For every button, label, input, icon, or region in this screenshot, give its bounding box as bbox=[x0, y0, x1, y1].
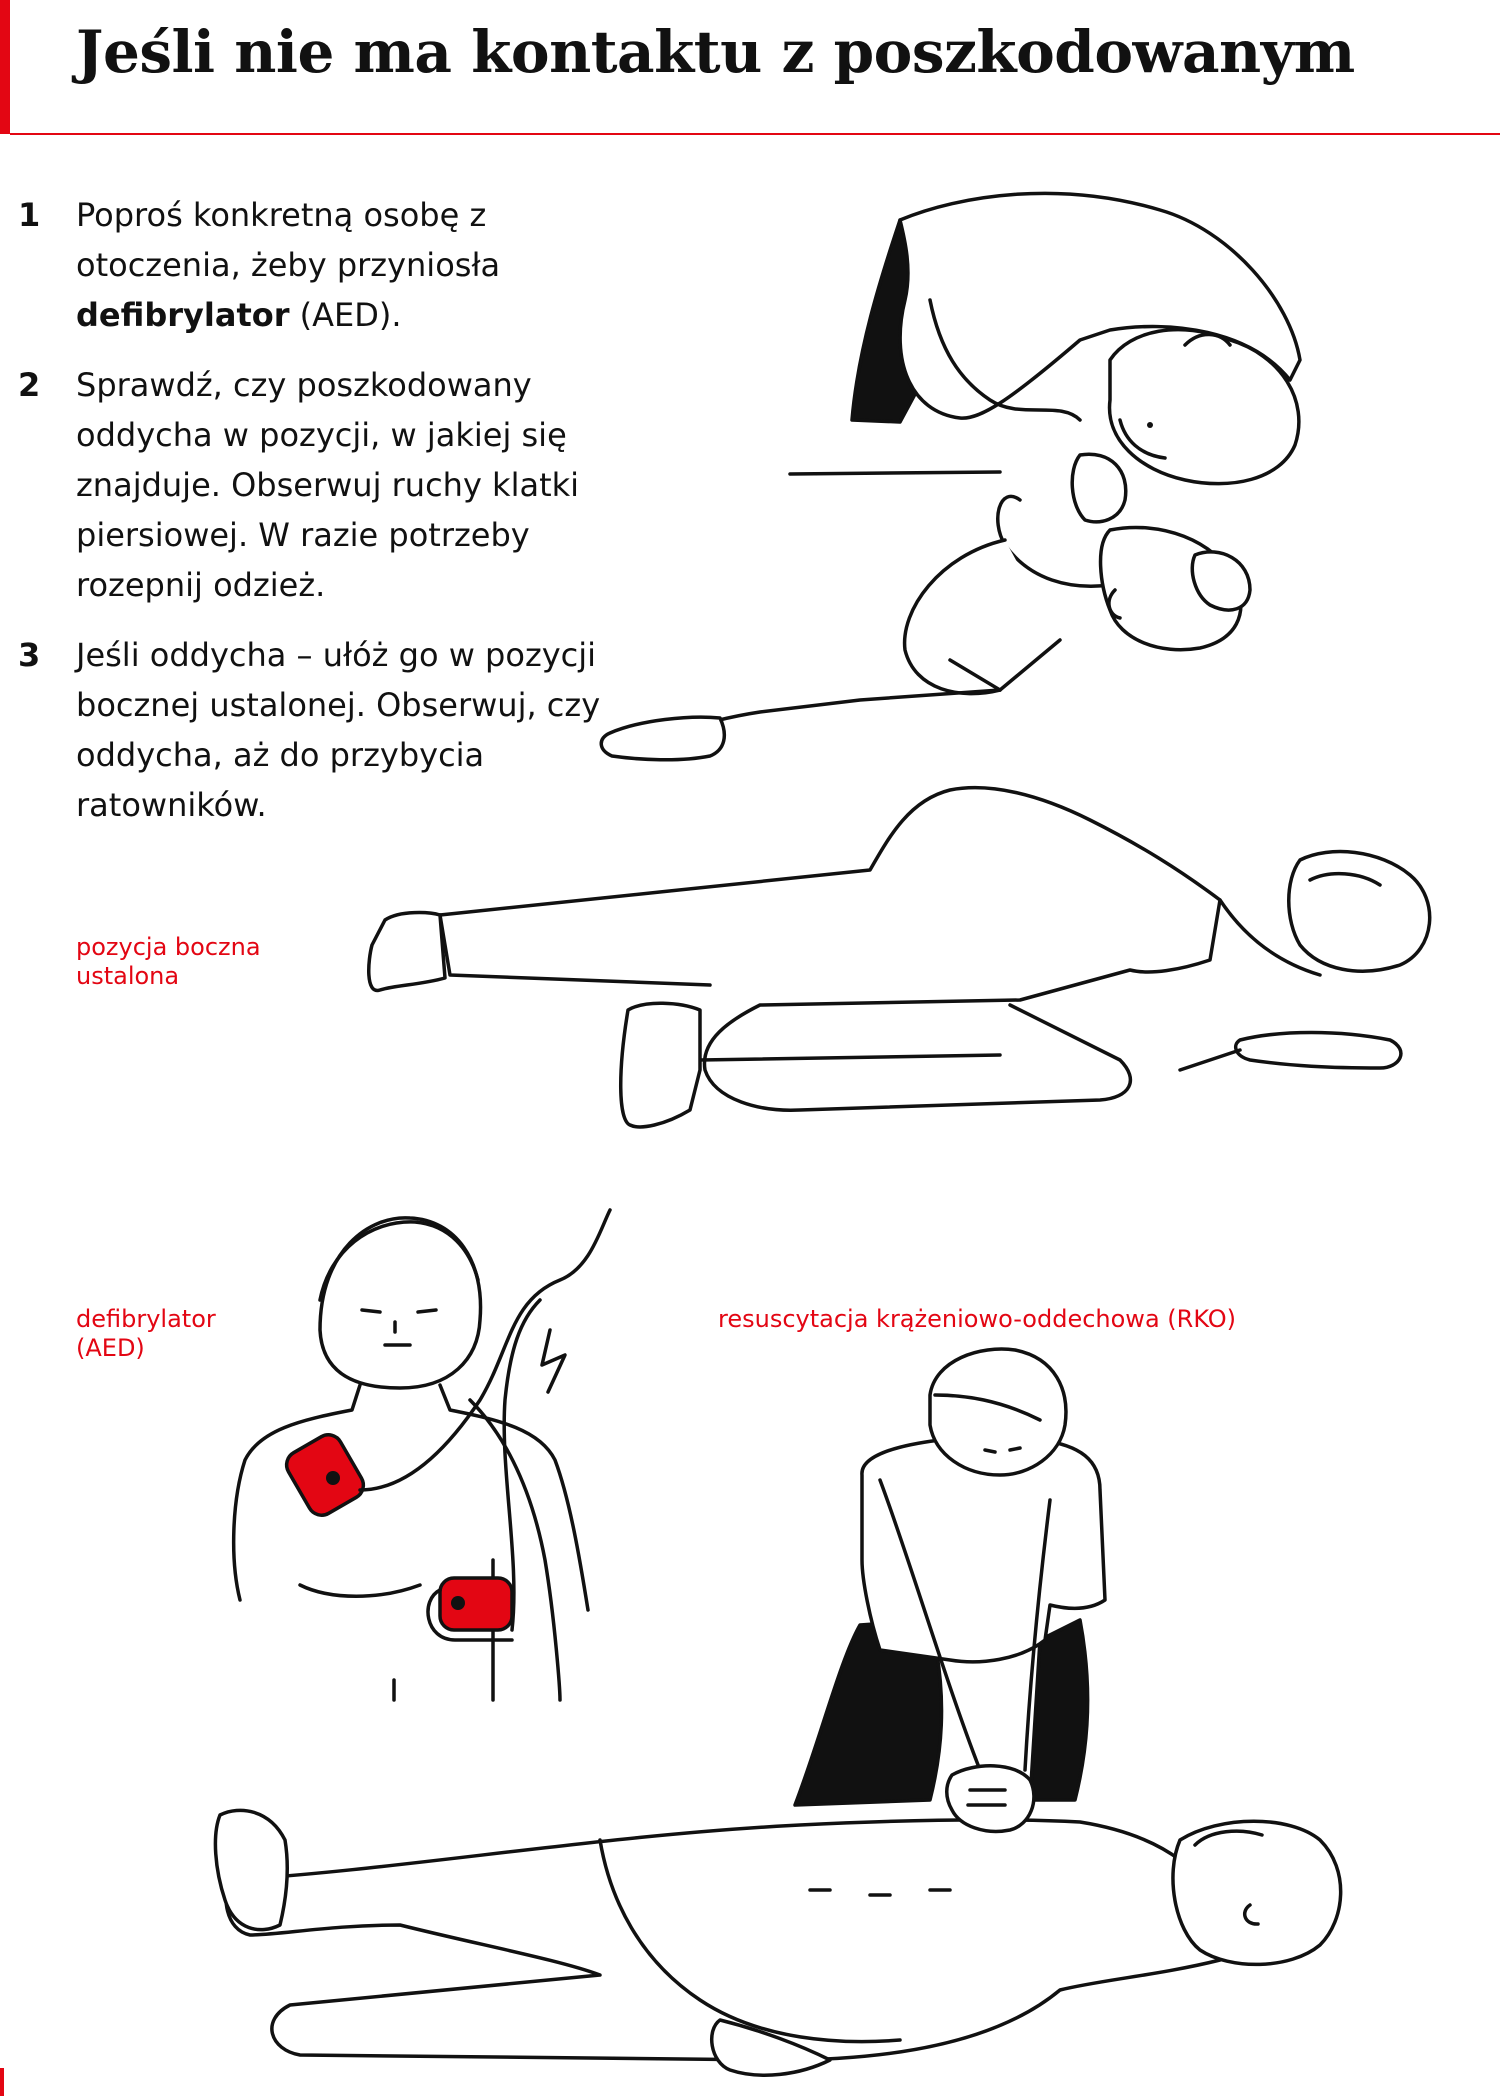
step-number: 2 bbox=[18, 366, 41, 404]
page-title: Jeśli nie ma kontaktu z poszkodowanym bbox=[76, 18, 1355, 86]
step-text: Poproś konkretną osobę z otoczenia, żeby przyniosła bbox=[76, 196, 501, 284]
step-text-end: (AED). bbox=[289, 296, 402, 334]
aed-illustration bbox=[234, 1210, 610, 1700]
step-number: 3 bbox=[18, 636, 41, 674]
recovery-position-illustration bbox=[369, 788, 1430, 1127]
step-number: 1 bbox=[18, 196, 41, 234]
cpr-label: resuscytacja krążeniowo-oddechowa (RKO) bbox=[718, 1305, 1236, 1333]
breathing-check-illustration bbox=[601, 193, 1300, 759]
aed-label: defibrylator (AED) bbox=[76, 1305, 216, 1362]
step-bold-term: defibrylator bbox=[76, 296, 290, 334]
step-text: Jeśli oddycha – ułóż go w pozycji bocznej ustalonej. Obserwuj, czy oddycha, aż do przybycia ratowników. bbox=[76, 636, 601, 824]
cpr-illustration bbox=[215, 1349, 1340, 2075]
step-text: Sprawdź, czy poszkodowany oddycha w pozycji, w jakiej się znajduje. Obserwuj ruchy klatki piersiowej. W razie potrzeby rozepnij odzież. bbox=[76, 366, 580, 604]
recovery-position-label: pozycja boczna ustalona bbox=[76, 933, 261, 990]
